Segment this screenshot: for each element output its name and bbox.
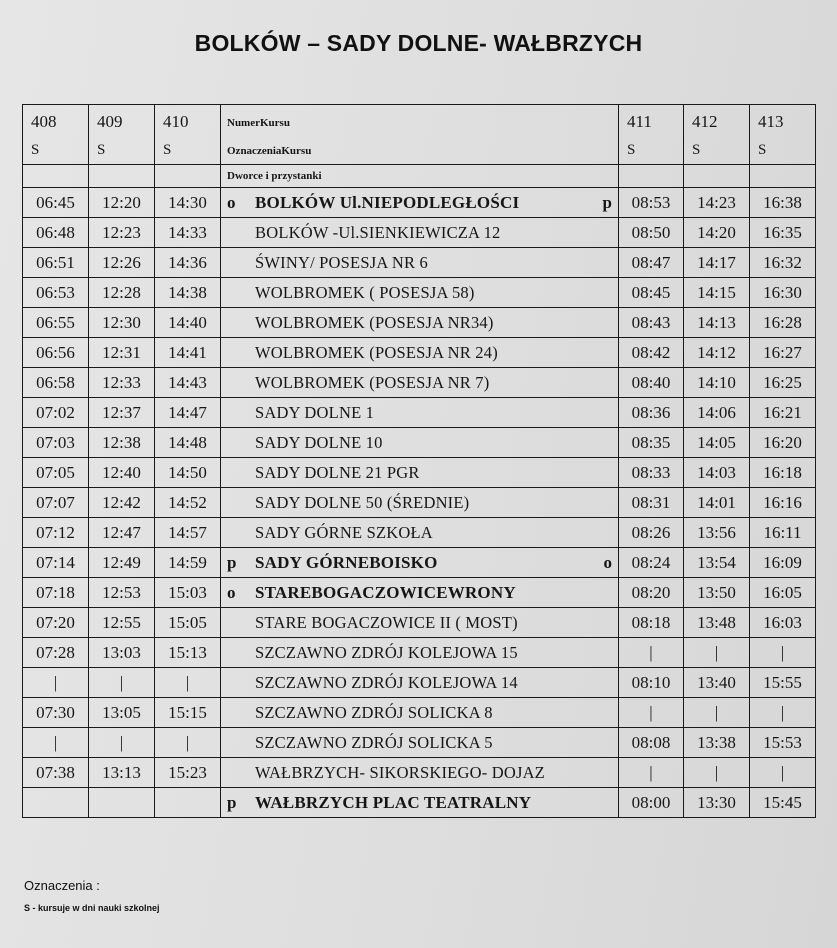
stop-cell (221, 278, 619, 308)
departure-time: 12:31 (89, 338, 155, 368)
arrival-time: 13:30 (684, 788, 750, 818)
stop-marker-left: o (227, 193, 236, 212)
arrival-time: | (619, 638, 684, 668)
table-row (23, 338, 816, 368)
table-row (23, 218, 816, 248)
departure-time: 13:13 (89, 758, 155, 788)
departure-time: 12:49 (89, 548, 155, 578)
departure-time: 14:47 (155, 398, 221, 428)
course-header-412: 412 S (684, 105, 750, 165)
departure-time: 06:55 (23, 308, 89, 338)
empty-cell (23, 165, 89, 188)
arrival-time: 16:05 (750, 578, 816, 608)
arrival-time: 15:53 (750, 728, 816, 758)
departure-time: 06:56 (23, 338, 89, 368)
arrival-time: 08:35 (619, 428, 684, 458)
departure-time: 07:02 (23, 398, 89, 428)
departure-time: 15:15 (155, 698, 221, 728)
departure-time: 07:07 (23, 488, 89, 518)
arrival-time: 14:01 (684, 488, 750, 518)
table-row (23, 398, 816, 428)
table-row (23, 248, 816, 278)
timetable (22, 104, 816, 818)
departure-time: | (155, 668, 221, 698)
stop-cell (221, 458, 619, 488)
page-title: BOLKÓW – SADY DOLNE- WAŁBRZYCH (194, 30, 643, 56)
stop-cell (221, 728, 619, 758)
stop-cell (221, 638, 619, 668)
stop-name: BOLKÓW Ul.NIEPODLEGŁOŚCI (255, 193, 520, 212)
arrival-time: 16:30 (750, 278, 816, 308)
arrival-time: 16:20 (750, 428, 816, 458)
departure-time: 14:52 (155, 488, 221, 518)
stop-name: SZCZAWNO ZDRÓJ SOLICKA 5 (255, 733, 493, 752)
stop-name: WAŁBRZYCH- SIKORSKIEGO- DOJAZ (255, 763, 545, 782)
stop-marker-left: p (227, 553, 237, 572)
stop-name: SADY DOLNE 21 PGR (255, 463, 420, 482)
stop-cell (221, 308, 619, 338)
stop-name: ŚWINY/ POSESJA NR 6 (255, 253, 428, 272)
arrival-time: 14:13 (684, 308, 750, 338)
empty-cell (89, 165, 155, 188)
departure-time: 14:40 (155, 308, 221, 338)
table-row (23, 728, 816, 758)
arrival-time: 08:43 (619, 308, 684, 338)
departure-time: 07:18 (23, 578, 89, 608)
departure-time: 14:50 (155, 458, 221, 488)
departure-time: 12:55 (89, 608, 155, 638)
arrival-time: | (750, 758, 816, 788)
departure-time: 13:03 (89, 638, 155, 668)
empty-cell (684, 165, 750, 188)
departure-time: 15:03 (155, 578, 221, 608)
arrival-time: | (684, 638, 750, 668)
arrival-time: 14:17 (684, 248, 750, 278)
notes (24, 878, 160, 913)
arrival-time: 16:21 (750, 398, 816, 428)
arrival-time: 15:55 (750, 668, 816, 698)
table-row (23, 278, 816, 308)
departure-time: | (89, 668, 155, 698)
stop-name: STAREBOGACZOWICEWRONY (255, 583, 516, 602)
empty-cell (155, 165, 221, 188)
departure-time: 14:48 (155, 428, 221, 458)
arrival-time: 08:31 (619, 488, 684, 518)
departure-time: 12:42 (89, 488, 155, 518)
departure-time: 15:13 (155, 638, 221, 668)
stop-name: WOLBROMEK (POSESJA NR34) (255, 313, 494, 332)
departure-time (155, 788, 221, 818)
arrival-time: 16:38 (750, 188, 816, 218)
departure-time: 07:12 (23, 518, 89, 548)
departure-time: | (23, 668, 89, 698)
arrival-time: | (619, 758, 684, 788)
table-row (23, 578, 816, 608)
table-row (23, 638, 816, 668)
arrival-time: 08:42 (619, 338, 684, 368)
table-row (23, 698, 816, 728)
departure-time: 14:30 (155, 188, 221, 218)
notes-legend: S - kursuje w dni nauki szkolnej (24, 903, 160, 913)
table-row (23, 548, 816, 578)
arrival-time: 08:26 (619, 518, 684, 548)
arrival-time: 16:28 (750, 308, 816, 338)
departure-time: 12:28 (89, 278, 155, 308)
arrival-time: 16:25 (750, 368, 816, 398)
arrival-time: 16:16 (750, 488, 816, 518)
departure-time: 15:05 (155, 608, 221, 638)
stop-cell (221, 218, 619, 248)
header-labels (221, 105, 619, 165)
empty-cell (619, 165, 684, 188)
arrival-time: 08:36 (619, 398, 684, 428)
departure-time: 06:58 (23, 368, 89, 398)
stop-name: SZCZAWNO ZDRÓJ SOLICKA 8 (255, 703, 493, 722)
stop-cell (221, 338, 619, 368)
arrival-time: 13:50 (684, 578, 750, 608)
stop-name: SADY DOLNE 50 (ŚREDNIE) (255, 493, 470, 512)
arrival-time: 08:40 (619, 368, 684, 398)
arrival-time: 08:50 (619, 218, 684, 248)
arrival-time: 13:48 (684, 608, 750, 638)
departure-time: | (23, 728, 89, 758)
arrival-time: 13:56 (684, 518, 750, 548)
arrival-time: 16:03 (750, 608, 816, 638)
stop-cell (221, 608, 619, 638)
arrival-time: 08:33 (619, 458, 684, 488)
arrival-time: 08:24 (619, 548, 684, 578)
departure-time: 14:43 (155, 368, 221, 398)
arrival-time: 08:08 (619, 728, 684, 758)
departure-time: 12:30 (89, 308, 155, 338)
course-header-411: 411 S (619, 105, 684, 165)
label-course-codes: OznaczeniaKursu (227, 144, 312, 157)
departure-time: 06:48 (23, 218, 89, 248)
departure-time: 06:45 (23, 188, 89, 218)
stop-name: SADY GÓRNE SZKOŁA (255, 523, 433, 542)
arrival-time: 08:47 (619, 248, 684, 278)
departure-time: 12:47 (89, 518, 155, 548)
stop-cell (221, 758, 619, 788)
departure-time: 14:41 (155, 338, 221, 368)
arrival-time: 16:27 (750, 338, 816, 368)
stop-cell (221, 548, 619, 578)
arrival-time: 15:45 (750, 788, 816, 818)
departure-time: 12:20 (89, 188, 155, 218)
table-row (23, 488, 816, 518)
table-row (23, 428, 816, 458)
table-row (23, 758, 816, 788)
departure-time: 07:03 (23, 428, 89, 458)
arrival-time: 08:18 (619, 608, 684, 638)
course-header-408: 408 S (23, 105, 89, 165)
arrival-time: 08:20 (619, 578, 684, 608)
departure-time: 07:14 (23, 548, 89, 578)
departure-time: 07:20 (23, 608, 89, 638)
label-stops: Dworce i przystanki (221, 165, 619, 188)
departure-time: 12:33 (89, 368, 155, 398)
departure-time: 12:40 (89, 458, 155, 488)
arrival-time: 14:23 (684, 188, 750, 218)
departure-time: 14:57 (155, 518, 221, 548)
arrival-time: | (619, 698, 684, 728)
stop-cell (221, 188, 619, 218)
arrival-time: 16:35 (750, 218, 816, 248)
arrival-time: | (750, 638, 816, 668)
departure-time: | (89, 728, 155, 758)
departure-time: 14:33 (155, 218, 221, 248)
departure-time: 06:53 (23, 278, 89, 308)
empty-cell (750, 165, 816, 188)
arrival-time: | (750, 698, 816, 728)
stop-cell (221, 518, 619, 548)
arrival-time: 14:12 (684, 338, 750, 368)
arrival-time: 13:38 (684, 728, 750, 758)
arrival-time: 14:03 (684, 458, 750, 488)
departure-time: 06:51 (23, 248, 89, 278)
departure-time: 14:36 (155, 248, 221, 278)
arrival-time: 13:54 (684, 548, 750, 578)
arrival-time: 16:18 (750, 458, 816, 488)
stop-cell (221, 668, 619, 698)
departure-time: | (155, 728, 221, 758)
departure-time (23, 788, 89, 818)
stop-name: WAŁBRZYCH PLAC TEATRALNY (255, 793, 532, 812)
stop-marker-right: p (602, 193, 612, 212)
departure-time (89, 788, 155, 818)
table-row (23, 188, 816, 218)
departure-time: 07:38 (23, 758, 89, 788)
arrival-time: 08:00 (619, 788, 684, 818)
arrival-time: 14:05 (684, 428, 750, 458)
arrival-time: 16:32 (750, 248, 816, 278)
stop-name: SZCZAWNO ZDRÓJ KOLEJOWA 14 (255, 673, 518, 692)
table-row (23, 308, 816, 338)
table-row (23, 788, 816, 818)
arrival-time: 14:15 (684, 278, 750, 308)
label-course-number: NumerKursu (227, 116, 290, 129)
arrival-time: 08:53 (619, 188, 684, 218)
table-row (23, 458, 816, 488)
departure-time: 15:23 (155, 758, 221, 788)
stop-name: WOLBROMEK (POSESJA NR 24) (255, 343, 498, 362)
departure-time: 13:05 (89, 698, 155, 728)
stop-cell (221, 398, 619, 428)
stop-cell (221, 368, 619, 398)
stop-name: SADY GÓRNEBOISKO (255, 553, 438, 572)
arrival-time: 14:20 (684, 218, 750, 248)
departure-time: 07:30 (23, 698, 89, 728)
notes-title: Oznaczenia : (24, 878, 100, 893)
course-header-409: 409 S (89, 105, 155, 165)
table-row (23, 518, 816, 548)
stop-name: SZCZAWNO ZDRÓJ KOLEJOWA 15 (255, 643, 518, 662)
arrival-time: 16:11 (750, 518, 816, 548)
table-row (23, 608, 816, 638)
arrival-time: 16:09 (750, 548, 816, 578)
stop-cell (221, 248, 619, 278)
stop-cell (221, 788, 619, 818)
stop-cell (221, 428, 619, 458)
stop-name: BOLKÓW -Ul.SIENKIEWICZA 12 (255, 223, 501, 242)
course-header-413: 413 S (750, 105, 816, 165)
stop-name: WOLBROMEK ( POSESJA 58) (255, 283, 475, 302)
arrival-time: 14:10 (684, 368, 750, 398)
departure-time: 12:23 (89, 218, 155, 248)
arrival-time: | (684, 698, 750, 728)
stop-name: WOLBROMEK (POSESJA NR 7) (255, 373, 490, 392)
stop-cell (221, 698, 619, 728)
stop-marker-right: o (603, 553, 612, 572)
table-row (23, 668, 816, 698)
arrival-time: | (684, 758, 750, 788)
stop-marker-left: o (227, 583, 236, 602)
departure-time: 12:53 (89, 578, 155, 608)
table-row (23, 368, 816, 398)
course-header-410: 410 S (155, 105, 221, 165)
arrival-time: 08:45 (619, 278, 684, 308)
departure-time: 12:37 (89, 398, 155, 428)
arrival-time: 13:40 (684, 668, 750, 698)
arrival-time: 14:06 (684, 398, 750, 428)
departure-time: 14:59 (155, 548, 221, 578)
stop-cell (221, 488, 619, 518)
stop-name: SADY DOLNE 1 (255, 403, 375, 422)
departure-time: 12:38 (89, 428, 155, 458)
stop-name: SADY DOLNE 10 (255, 433, 383, 452)
arrival-time: 08:10 (619, 668, 684, 698)
stop-cell (221, 578, 619, 608)
departure-time: 07:28 (23, 638, 89, 668)
departure-time: 12:26 (89, 248, 155, 278)
stop-marker-left: p (227, 793, 237, 812)
departure-time: 07:05 (23, 458, 89, 488)
departure-time: 14:38 (155, 278, 221, 308)
stop-name: STARE BOGACZOWICE II ( MOST) (255, 613, 518, 632)
